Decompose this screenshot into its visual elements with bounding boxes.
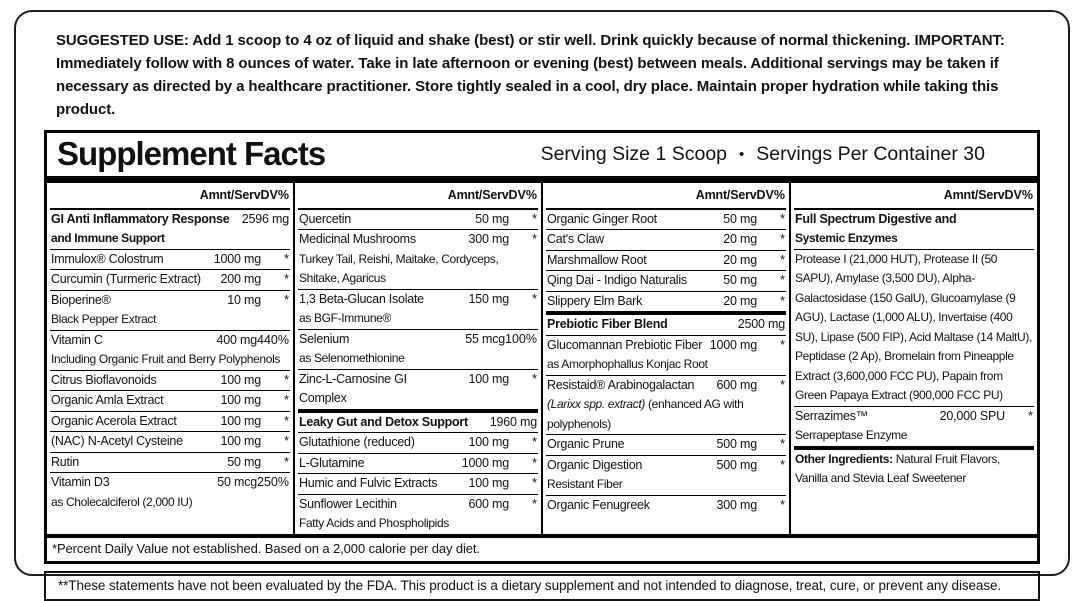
amount-header: Amnt/Serv — [447, 188, 509, 202]
ingredient-main-line — [51, 412, 289, 432]
ingredient-dv: * — [780, 211, 785, 226]
ingredient-name: Organic Ginger Root — [547, 211, 657, 226]
text-segment: Resistant Fiber — [547, 477, 623, 491]
ingredient-dv: * — [284, 292, 289, 307]
ingredient-name: Organic Digestion — [547, 457, 643, 472]
ingredient-main-line — [51, 453, 289, 473]
ingredient-subtext — [51, 229, 289, 249]
ingredient-name: Immulox® Colostrum — [51, 251, 164, 266]
ingredient-row — [298, 210, 538, 230]
ingredient-name: Marshmallow Root — [547, 252, 647, 267]
ingredient-row — [546, 291, 786, 312]
ingredient-amount: 300 mg — [468, 232, 509, 246]
ingredient-subtext — [299, 309, 537, 329]
ingredient-amount: 600 mg — [716, 377, 757, 392]
ingredient-amount: 1000 mg — [461, 455, 509, 470]
serving-info — [541, 143, 985, 166]
ingredient-row — [298, 453, 538, 474]
text-segment: Systemic Enzymes — [795, 231, 898, 245]
ingredient-row — [50, 249, 290, 270]
ingredient-amount: 100 mg — [468, 435, 509, 449]
ingredient-row — [298, 289, 538, 329]
ingredient-row — [298, 229, 538, 289]
ingredient-dv: * — [284, 413, 289, 428]
ingredient-row — [546, 375, 786, 435]
ingredient-row — [298, 369, 538, 409]
ingredient-name: Slippery Elm Bark — [547, 293, 643, 308]
ingredient-row — [794, 249, 1034, 406]
dv-header: DV% — [1004, 188, 1033, 202]
ingredient-name: Organic Fenugreek — [547, 497, 650, 512]
ingredient-main-line — [299, 330, 537, 350]
ingredient-amount: 1960 mg — [489, 414, 537, 429]
ingredient-name: Vitamin D3 — [51, 475, 110, 489]
ingredient-dv: * — [532, 476, 537, 490]
amount-header: Amnt/Serv — [943, 188, 1005, 202]
dv-header: DV% — [756, 188, 785, 202]
ingredient-name: Rutin — [51, 454, 79, 469]
ingredient-main-line — [299, 210, 537, 230]
ingredient-amount: 1000 mg — [709, 337, 757, 352]
label-outline — [14, 10, 1070, 593]
ingredient-name: L-Glutamine — [299, 455, 365, 470]
ingredient-name: Serrazimes™ — [795, 408, 868, 423]
ingredient-name: Glucomannan Prebiotic Fiber — [547, 337, 703, 352]
ingredient-row — [50, 269, 290, 290]
ingredient-row — [546, 229, 786, 250]
text-segment: as Selenomethionine — [299, 351, 405, 365]
ingredient-main-line — [547, 496, 785, 516]
ingredient-amount: 20 mg — [723, 252, 757, 267]
ingredient-main-line — [795, 407, 1033, 427]
bullet-separator: • — [739, 145, 745, 163]
serving-size: Serving Size 1 Scoop — [540, 142, 728, 165]
ingredient-dv: * — [1028, 408, 1033, 423]
ingredient-row — [298, 494, 538, 534]
supplement-facts-panel — [44, 130, 1040, 564]
ingredient-name: Organic Prune — [547, 437, 625, 451]
ingredient-dv: * — [780, 337, 785, 352]
ingredient-dv: * — [532, 291, 537, 306]
column-header — [546, 183, 786, 210]
ingredient-row — [546, 311, 786, 335]
ingredient-main-line — [547, 271, 785, 291]
ingredient-dv: * — [780, 273, 785, 287]
ingredient-dv: * — [532, 496, 537, 511]
ingredient-dv: * — [284, 434, 289, 448]
text-segment: as Amorphophallus Konjac Root — [547, 357, 708, 371]
ingredient-amount: 300 mg — [716, 497, 757, 512]
ingredient-dv: * — [532, 232, 537, 246]
ingredient-row — [50, 290, 290, 330]
ingredient-amount: 200 mg — [220, 272, 261, 286]
important-text: Immediately follow with 8 ounces of water. Take in late afternoon or evening (best) between meals. Additional servings may be taken if necessary as directed by a healthcare practitioner. Store tightly sealed in a cool, dry place. Maintain proper hydration while taking this product. — [56, 55, 999, 118]
ingredient-dv: * — [284, 454, 289, 469]
ingredient-name: 1,3 Beta-Glucan Isolate — [299, 291, 424, 306]
ingredient-amount: 400 mg — [216, 332, 258, 347]
ingredient-subtext — [299, 250, 537, 289]
ingredient-dv: * — [780, 457, 785, 472]
amount-header: Amnt/Serv — [695, 188, 757, 202]
ingredient-row — [50, 330, 290, 370]
ingredient-name: Prebiotic Fiber Blend — [547, 317, 668, 331]
ingredient-main-line — [547, 230, 785, 250]
ingredient-amount: 100 mg — [468, 371, 509, 386]
fda-disclaimer: **These statements have not been evaluated by the FDA. This product is a dietary supplement and not intended to diagnose, treat, cure, or prevent any disease. — [44, 571, 1040, 601]
ingredient-main-line — [547, 376, 785, 396]
ingredient-main-line — [51, 473, 289, 493]
suggested-use-text: Add 1 scoop to 4 oz of liquid and shake (best) or stir well. Drink quickly because of normal thickening. — [192, 32, 911, 49]
ingredient-name: Quercetin — [299, 211, 351, 226]
ingredient-amount: 50 mg — [723, 273, 757, 287]
ingredient-main-line — [547, 251, 785, 271]
ingredient-amount: 600 mg — [468, 496, 509, 511]
ingredient-main-line — [51, 331, 289, 351]
ingredient-amount: 100 mg — [220, 372, 261, 387]
ingredient-main-line — [51, 250, 289, 270]
ingredient-name: Vitamin C — [51, 332, 103, 347]
ingredient-main-line — [51, 210, 289, 230]
ingredient-dv: * — [284, 251, 289, 266]
ingredient-row — [794, 210, 1034, 249]
ingredient-row — [50, 390, 290, 411]
ingredient-row — [50, 431, 290, 452]
ingredient-dv: 250% — [257, 475, 289, 489]
ingredient-dv: * — [780, 252, 785, 267]
column-header — [794, 183, 1034, 210]
ingredient-dv: * — [780, 437, 785, 451]
ingredient-row — [50, 452, 290, 473]
ingredient-dv: * — [780, 232, 785, 246]
facts-column-4 — [789, 183, 1037, 534]
ingredient-amount: 20 mg — [723, 232, 757, 246]
ingredient-row — [298, 432, 538, 453]
ingredient-row — [794, 406, 1034, 446]
ingredient-main-line — [547, 210, 785, 230]
text-segment: as Cholecalciferol (2,000 IU) — [51, 494, 193, 509]
ingredient-main-line — [547, 315, 785, 335]
ingredient-amount: 1000 mg — [213, 251, 261, 266]
ingredient-amount: 100 mg — [220, 413, 261, 428]
ingredient-amount: 50 mg — [227, 454, 261, 469]
ingredient-name: Glutathione (reduced) — [299, 435, 415, 449]
ingredient-subtext — [51, 350, 289, 370]
ingredient-subtext — [51, 310, 289, 330]
ingredient-amount: 50 mg — [723, 211, 757, 226]
suggested-use-paragraph — [56, 29, 1028, 121]
ingredient-dv: * — [780, 377, 785, 392]
ingredient-amount: 500 mg — [716, 437, 757, 451]
ingredient-row — [546, 434, 786, 455]
facts-column-2 — [293, 183, 541, 534]
ingredient-dv: * — [780, 497, 785, 512]
ingredient-name: Resistaid® Arabinogalactan — [547, 377, 695, 392]
suggested-use-label: SUGGESTED USE: — [56, 32, 189, 49]
text-segment: Natural Fruit Flavors, Vanilla and Stevia Leaf Sweetener — [795, 451, 1001, 485]
ingredient-amount: 2500 mg — [737, 317, 785, 331]
ingredient-main-line — [299, 370, 537, 409]
ingredient-paragraph — [795, 450, 1033, 489]
ingredient-row — [298, 473, 538, 494]
panel-title: Supplement Facts — [57, 135, 326, 172]
daily-value-footnote: *Percent Daily Value not established. Based on a 2,000 calorie per day diet. — [47, 534, 1037, 561]
facts-column-3 — [541, 183, 789, 534]
ingredient-dv: 100% — [505, 331, 537, 346]
ingredient-subtext — [547, 475, 785, 495]
ingredient-amount: 50 mcg — [217, 475, 258, 489]
ingredient-row — [50, 411, 290, 432]
ingredient-main-line — [299, 454, 537, 474]
ingredient-amount: 2596 mg — [241, 211, 289, 226]
ingredient-subtext — [51, 493, 289, 513]
ingredient-name: Curcumin (Turmeric Extract) — [51, 272, 201, 286]
text-segment: and Immune Support — [51, 231, 165, 245]
ingredient-name: Leaky Gut and Detox Support — [299, 414, 468, 429]
ingredient-row — [546, 495, 786, 516]
ingredient-main-line — [299, 495, 537, 515]
text-segment: Protease I (21,000 HUT), Protease II (50 SAPU), Amylase (3,500 DU), Alpha-Galactosidase (150 GalU), Glucoamylase (9 AGU), Lactase (1,000 ALU), Invertaise (400 SU), Lipase (500 FIP), Acid Maltase (14 MaltU), Peptidase (2 Ap), Bromelain from Pineapple Extract (3,600,000 FCC PU), Papain from Green Papaya Extract (900,000 FCC PU) — [795, 251, 1032, 402]
ingredient-name: Qing Dai - Indigo Naturalis — [547, 273, 687, 287]
ingredient-amount: 100 mg — [468, 476, 509, 490]
ingredient-main-line — [547, 292, 785, 312]
text-segment: Other Ingredients: — [795, 451, 896, 466]
ingredient-name: Zinc-L-Carnosine GI Complex — [299, 371, 407, 405]
ingredient-main-line — [547, 435, 785, 455]
ingredient-main-line — [795, 210, 1033, 230]
column-header — [50, 183, 290, 210]
ingredient-amount: 100 mg — [220, 393, 261, 407]
ingredient-main-line — [547, 336, 785, 356]
ingredient-main-line — [299, 433, 537, 453]
ingredient-subtext — [299, 349, 537, 369]
ingredient-row — [298, 409, 538, 433]
ingredient-name: Humic and Fulvic Extracts — [299, 476, 438, 490]
text-segment: Black Pepper Extract — [51, 312, 157, 326]
ingredient-main-line — [299, 290, 537, 310]
ingredient-name: Organic Acerola Extract — [51, 413, 177, 428]
ingredient-amount: 55 mcg — [465, 331, 506, 346]
ingredient-row — [546, 335, 786, 375]
ingredient-amount: 100 mg — [220, 434, 261, 448]
ingredient-name: Cat's Claw — [547, 232, 604, 246]
ingredient-amount: 500 mg — [716, 457, 757, 472]
text-segment: Serrapeptase Enzyme — [795, 428, 908, 442]
ingredient-dv: * — [284, 393, 289, 407]
text-segment: (enhanced AG with polyphenols) — [547, 397, 744, 431]
ingredient-row — [50, 210, 290, 249]
ingredient-subtext — [547, 395, 785, 434]
text-segment: (Larixx spp. extract) — [547, 397, 646, 411]
dv-header: DV% — [508, 188, 537, 202]
ingredient-row — [50, 370, 290, 391]
facts-column-1 — [47, 183, 293, 534]
text-segment: Including Organic Fruit and Berry Polyphenols — [51, 352, 281, 366]
ingredient-main-line — [51, 270, 289, 290]
ingredient-main-line — [51, 291, 289, 311]
ingredient-subtext — [547, 355, 785, 375]
ingredient-amount: 20 mg — [723, 293, 757, 308]
ingredient-main-line — [51, 391, 289, 411]
ingredient-row — [546, 210, 786, 230]
ingredient-amount: 20,000 SPU — [939, 408, 1005, 423]
amount-header: Amnt/Serv — [199, 188, 261, 202]
ingredient-dv: * — [780, 293, 785, 308]
ingredient-dv: * — [532, 435, 537, 449]
panel-title-row — [47, 133, 1037, 183]
ingredients-table — [47, 183, 1037, 534]
ingredient-subtext — [795, 229, 1033, 249]
ingredient-row — [546, 455, 786, 495]
text-segment: Turkey Tail, Reishi, Maitake, Cordyceps, Shitake, Agaricus — [299, 251, 499, 285]
ingredient-dv: * — [284, 372, 289, 387]
ingredient-row — [794, 446, 1034, 489]
ingredient-name: Organic Amla Extract — [51, 393, 164, 407]
ingredient-row — [546, 250, 786, 271]
ingredient-dv: 440% — [257, 332, 289, 347]
dv-header: DV% — [260, 188, 289, 202]
important-label: IMPORTANT: — [914, 32, 1005, 49]
column-header — [298, 183, 538, 210]
text-segment: as BGF-Immune® — [299, 311, 391, 325]
ingredient-name: Selenium — [299, 331, 350, 346]
ingredient-name: GI Anti Inflammatory Response — [51, 211, 230, 226]
ingredient-main-line — [299, 230, 537, 250]
ingredient-main-line — [547, 456, 785, 476]
ingredient-main-line — [299, 474, 537, 494]
ingredient-dv: * — [532, 211, 537, 226]
ingredient-amount: 150 mg — [468, 291, 509, 306]
ingredient-name: (NAC) N-Acetyl Cysteine — [51, 434, 183, 448]
servings-per-container: Servings Per Container 30 — [756, 142, 985, 165]
ingredient-row — [50, 472, 290, 512]
ingredient-name: Full Spectrum Digestive and — [795, 211, 957, 226]
ingredient-main-line — [51, 432, 289, 452]
ingredient-dv: * — [532, 371, 537, 386]
ingredient-main-line — [51, 371, 289, 391]
ingredient-subtext — [795, 426, 1033, 446]
ingredient-amount: 50 mg — [475, 211, 509, 226]
ingredient-name: Sunflower Lecithin — [299, 496, 397, 511]
ingredient-name: Citrus Bioflavonoids — [51, 372, 157, 387]
ingredient-row — [298, 329, 538, 369]
text-segment: Fatty Acids and Phospholipids — [299, 516, 449, 530]
ingredient-row — [546, 270, 786, 291]
ingredient-dv: * — [532, 455, 537, 470]
ingredient-dv: * — [284, 272, 289, 286]
ingredient-name: Medicinal Mushrooms — [299, 232, 416, 246]
ingredient-paragraph — [795, 250, 1033, 406]
ingredient-main-line — [299, 413, 537, 433]
ingredient-amount: 10 mg — [227, 292, 261, 307]
ingredient-subtext — [299, 514, 537, 534]
ingredient-name: Bioperine® — [51, 292, 111, 307]
